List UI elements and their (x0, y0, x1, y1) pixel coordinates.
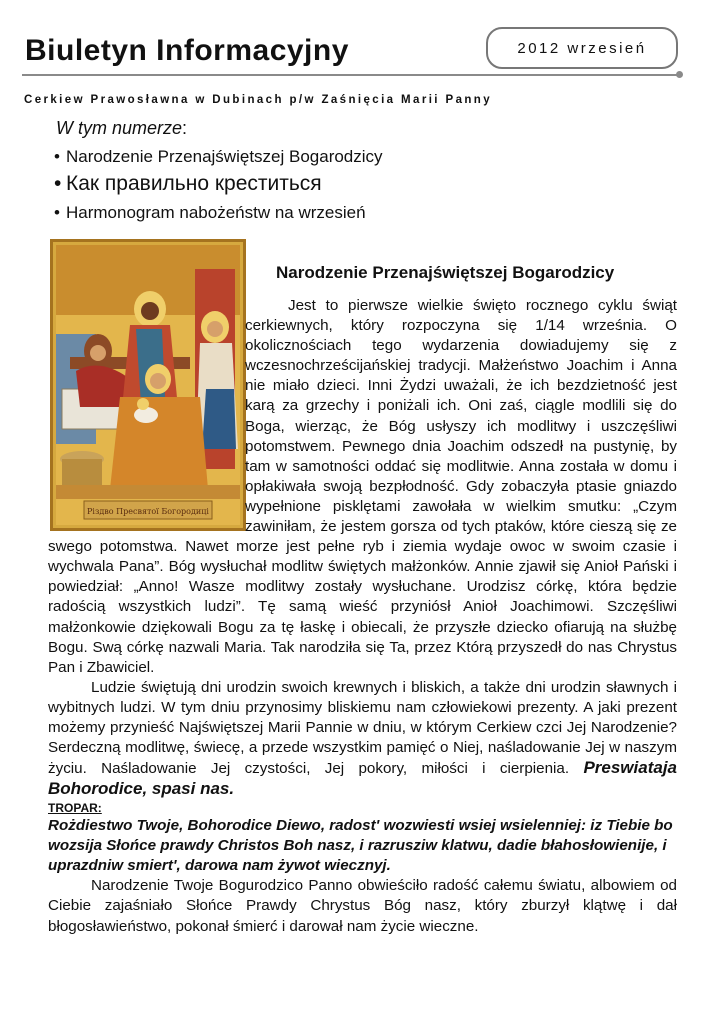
toc-heading (56, 118, 187, 139)
article-title: Narodzenie Przenajświętszej Bogarodzicy (276, 263, 615, 282)
article-paragraph (48, 678, 677, 801)
toc-item-text: Как правильно креститься (66, 172, 322, 195)
masthead-subtitle: Cerkiew Prawosławna w Dubinach p/w Zaśnięcia Marii Panny (24, 94, 493, 106)
toc-heading-text: W tym numerze (56, 118, 183, 138)
masthead-rule-dot (676, 71, 683, 78)
toc-item (54, 147, 383, 167)
issue-date-badge (486, 27, 678, 69)
toc-item (54, 203, 366, 223)
bullet-icon: • (54, 172, 62, 195)
tropar-text: Rożdiestwo Twoje, Bohorodice Diewo, radost' wozwiesti wsiej wsielenniej: iz Tiebie bo wozsija Słońce prawdy Christos Boh nasz, i razrusziw klatwu, dadie błahosłowienije, i uprazdniw smiert', darowa nam żywot wiecznyj. (48, 817, 673, 875)
masthead-rule (22, 74, 678, 76)
toc-item (54, 172, 322, 196)
paragraph-text: Ludzie świętują dni urodzin swoich krewnych i bliskich, a także dni urodzin sławnych i wybitnych ludzi. W tym dniu przynosimy bliskiemu nam człowiekowi prezenty. A jaki prezent możemy przynieść Najświętszej Marii Pannie w dniu, w którym Cerkiew czci Jej Narodzenie? Serdeczną modlitwę, świecę, a przede wszystkim pamięć o Niej, naśladowanie Jej w naszym życiu. Naśladowanie Jej czystości, Jej pokory, miłości i cierpienia. (48, 678, 677, 778)
article-body (48, 296, 677, 937)
toc-heading-colon: : (182, 118, 188, 138)
bullet-icon: • (54, 203, 60, 222)
toc-item-text: Harmonogram nabożeństw na wrzesień (66, 203, 366, 222)
article-paragraph: Jest to pierwsze wielkie święto rocznego cyklu świąt cerkiewnych, który rozpoczyna się 1/14 września. O okolicznościach tego wydarzenia dowiadujemy się z wczesnochrześcijańskiej tradycji. Małżeństwo Joachim i Anna nie miało dzieci. Inni Żydzi uważali, że ich bezdzietność jest karą za grzechy i poniżali ich. Oni zaś, ciągle modlili się do Boga, wierząc, że Bóg usłyszy ich modlitwy i uszczęśliwi potomstwem. Pewnego dnia Joachim odszedł na pustynię, by tam w samotności oddać się modlitwie. Anna została w domu i opłakiwała swoją bezpłodność. Gdy zobaczyła ptasie gniazdo wypełnione pisklętami zawołała w wielkim smutku: „Czym zawiniłam, że jestem gorsza od tych ptaków, które cieszą się ze swego potomstwa. Nawet morze jest pełne ryb i ziemia wydaje owoc w swoim czasie i wychwala Pana”. Bóg wysłuchał modlitw świętych małżonków. Annie zjawił się Anioł Pański i powiedział: „Anno! Wasze modlitwy zostały wysłuchane. Urodzisz córkę, która będzie radością wszystkich ludzi”. Tę samą wieść przyniósł Anioł Joachimowi. Szczęśliwi małżonkowie dziękowali Bogu za tę łaskę i obiecali, że przyszłe dziecko ofiarują na służbę Bogu. Swą córkę nazwali Maria. Tak narodziła się Ta, przez Którą przyszedł do nas Chrystus Pan i Zbawiciel. (48, 297, 677, 676)
issue-date: 2012 wrzesień (517, 39, 647, 57)
prayer-emphasis: Preswiataja Bohorodice, spasi nas. (48, 758, 677, 799)
article-paragraph: Narodzenie Twoje Bogurodzico Panno obwieściło radość całemu światu, albowiem od Ciebie zajaśniało Słońce Prawdy Chrystus Bóg nasz, który zburzył klątwę i dał błogosławieństwo, pokonał śmierć i darował nam życie wieczne. (48, 877, 677, 935)
toc-item-text: Narodzenie Przenajświętszej Bogarodzicy (66, 147, 383, 166)
image-float-spacer (48, 296, 245, 536)
bullet-icon: • (54, 147, 60, 166)
tropar-label: TROPAR: (48, 801, 102, 816)
icon-caption: Різдво Пресвятої Богородиці (87, 507, 209, 516)
masthead-title: Biuletyn Informacyjny (25, 34, 349, 67)
